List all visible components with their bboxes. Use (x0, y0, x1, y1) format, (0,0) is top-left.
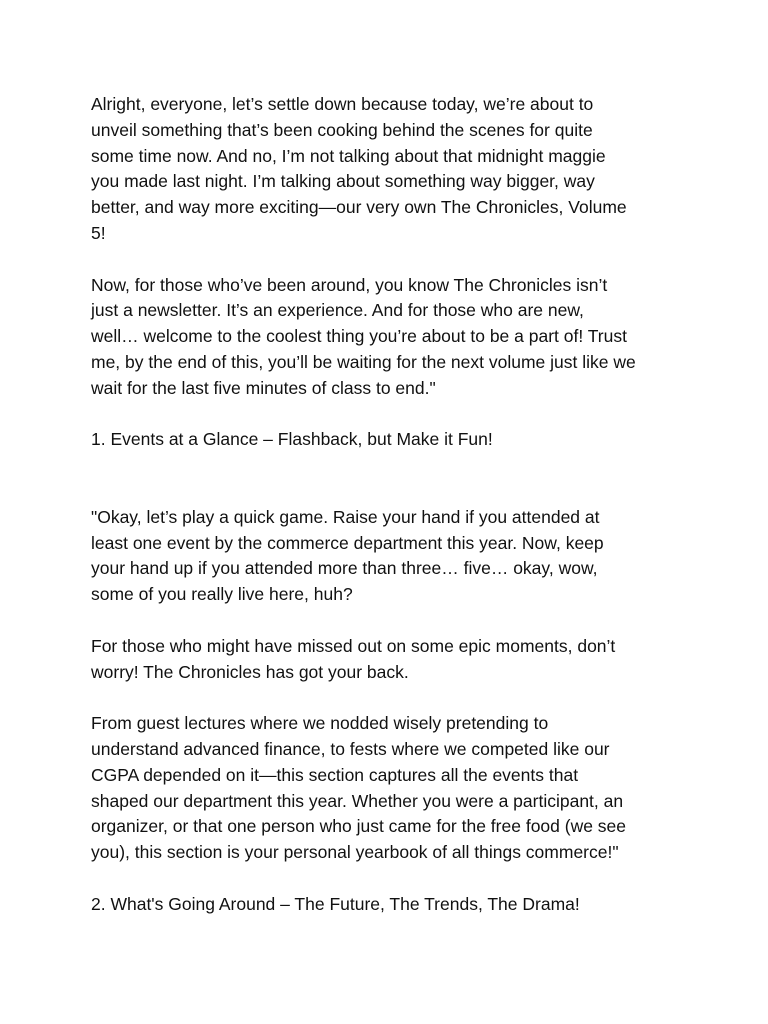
text-line: some of you really live here, huh? (91, 584, 353, 605)
paragraph-spacer (91, 608, 691, 634)
text-line: Now, for those who’ve been around, you know The Chronicles isn’t (91, 274, 608, 295)
paragraph-spacer (91, 685, 691, 711)
text-line: "Okay, let’s play a quick game. Raise your hand if you attended at (91, 506, 600, 527)
intro-paragraph (91, 92, 691, 247)
text-line: you), this section is your personal yearbook of all things commerce!" (91, 842, 619, 863)
paragraph-spacer (91, 247, 691, 273)
text-line: me, by the end of this, you’ll be waiting for the next volume just like we (91, 351, 636, 372)
text-line: For those who might have missed out on some epic moments, don’t (91, 635, 616, 656)
text-line: organizer, or that one person who just came for the free food (we see (91, 816, 627, 837)
text-line: just a newsletter. It’s an experience. And for those who are new, (91, 300, 584, 321)
text-line: better, and way more exciting—our very own The Chronicles, Volume (91, 197, 627, 218)
lectures-paragraph (91, 711, 691, 866)
missed-paragraph (91, 634, 691, 686)
text-line: understand advanced finance, to fests where we competed like our (91, 738, 610, 759)
text-line: From guest lectures where we nodded wisely pretending to (91, 713, 549, 734)
section-heading-events: 1. Events at a Glance – Flashback, but Make it Fun! (91, 429, 493, 450)
text-line: CGPA depended on it—this section captures all the events that (91, 764, 579, 785)
text-line: wait for the last five minutes of class to end." (91, 377, 436, 398)
text-line: shaped our department this year. Whether you were a participant, an (91, 790, 624, 811)
text-line: well… welcome to the coolest thing you’re about to be a part of! Trust (91, 326, 627, 347)
text-line: least one event by the commerce department this year. Now, keep (91, 532, 604, 553)
game-paragraph (91, 505, 691, 608)
text-line: Alright, everyone, let’s settle down because today, we’re about to (91, 94, 594, 114)
text-line: your hand up if you attended more than three… five… okay, wow, (91, 558, 598, 579)
text-line: some time now. And no, I’m not talking about that midnight maggie (91, 145, 606, 166)
text-line: you made last night. I’m talking about something way bigger, way (91, 171, 595, 192)
paragraph-spacer (91, 453, 691, 505)
text-line: worry! The Chronicles has got your back. (91, 661, 409, 682)
paragraph-spacer (91, 402, 691, 428)
text-line: 5! (91, 222, 106, 243)
section-heading-trends: 2. What's Going Around – The Future, The Trends, The Drama! (91, 893, 580, 914)
document-body (91, 92, 691, 918)
text-line: unveil something that’s been cooking behind the scenes for quite (91, 119, 593, 140)
welcome-paragraph (91, 273, 691, 402)
paragraph-spacer (91, 866, 691, 892)
